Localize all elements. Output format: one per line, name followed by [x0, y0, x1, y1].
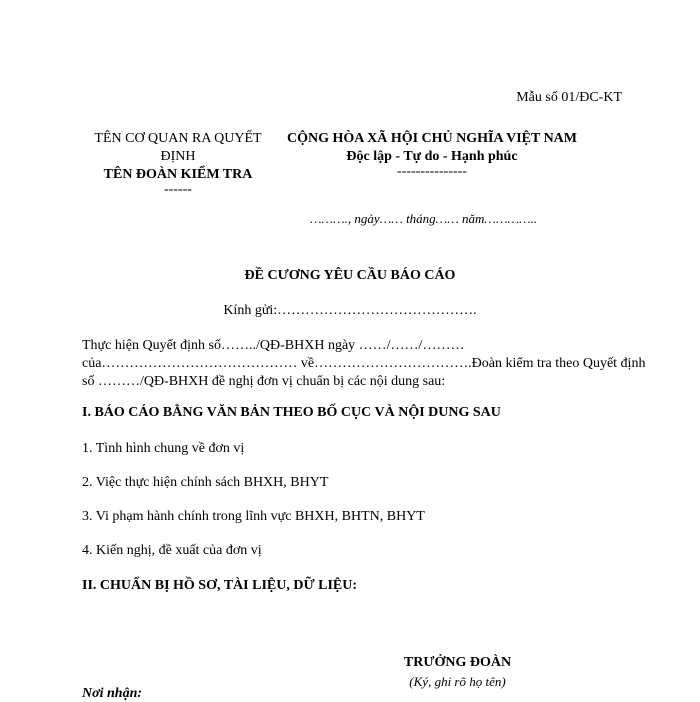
section-1-item: 2. Việc thực hiện chính sách BHXH, BHYT	[82, 475, 329, 490]
signature-block	[340, 653, 575, 691]
section-1-item: 4. Kiến nghị, đề xuất của đơn vị	[82, 543, 262, 558]
intro-paragraph	[82, 337, 646, 391]
intro-line-2	[82, 355, 646, 373]
recipient-line: Kính gửi:…………………………………….	[223, 303, 477, 318]
right-header-divider: ---------------	[397, 164, 467, 179]
national-motto: Độc lập - Tự do - Hạnh phúc	[346, 149, 518, 164]
signature-note: (Ký, ghi rõ họ tên)	[409, 674, 506, 689]
section-1-heading: I. BÁO CÁO BẰNG VĂN BẢN THEO BỐ CỤC VÀ NỘI DUNG SAU	[82, 405, 501, 420]
section-2-heading: II. CHUẨN BỊ HỒ SƠ, TÀI LIỆU, DỮ LIỆU:	[82, 578, 357, 593]
agency-name: TÊN CƠ QUAN RA QUYẾT ĐỊNH	[94, 131, 262, 164]
document-title: ĐỀ CƯƠNG YÊU CẦU BÁO CÁO	[244, 268, 456, 283]
intro-line-3: số ………/QĐ-BHXH đề nghị đơn vị chuẩn bị các nội dung sau:	[82, 374, 446, 389]
nation-name: CỘNG HÒA XÃ HỘI CHỦ NGHĨA VIỆT NAM	[286, 131, 577, 146]
form-code: Mẫu số 01/ĐC-KT	[516, 90, 622, 105]
receivers-label: Nơi nhận:	[82, 686, 143, 701]
signer-role: TRƯỞNG ĐOÀN	[403, 655, 512, 670]
section-1-item: 1. Tình hình chung về đơn vị	[82, 441, 245, 456]
intro-line-2-left: của…………………………………… về…………………………….	[82, 356, 472, 371]
section-1-item: 3. Vi phạm hành chính trong lĩnh vực BHXH, BHTN, BHYT	[82, 509, 425, 524]
national-header	[282, 130, 582, 178]
intro-line-2-right: Đoàn kiểm tra theo Quyết định	[471, 356, 646, 371]
inspection-team-name: TÊN ĐOÀN KIỂM TRA	[103, 167, 253, 182]
left-header-divider: ------	[164, 182, 192, 197]
issuing-agency-header	[78, 130, 278, 196]
intro-line-1: Thực hiện Quyết định số……../QĐ-BHXH ngày ……/……/………	[82, 338, 465, 353]
place-date-line: ………., ngày…… tháng…… năm…………..	[310, 211, 538, 226]
